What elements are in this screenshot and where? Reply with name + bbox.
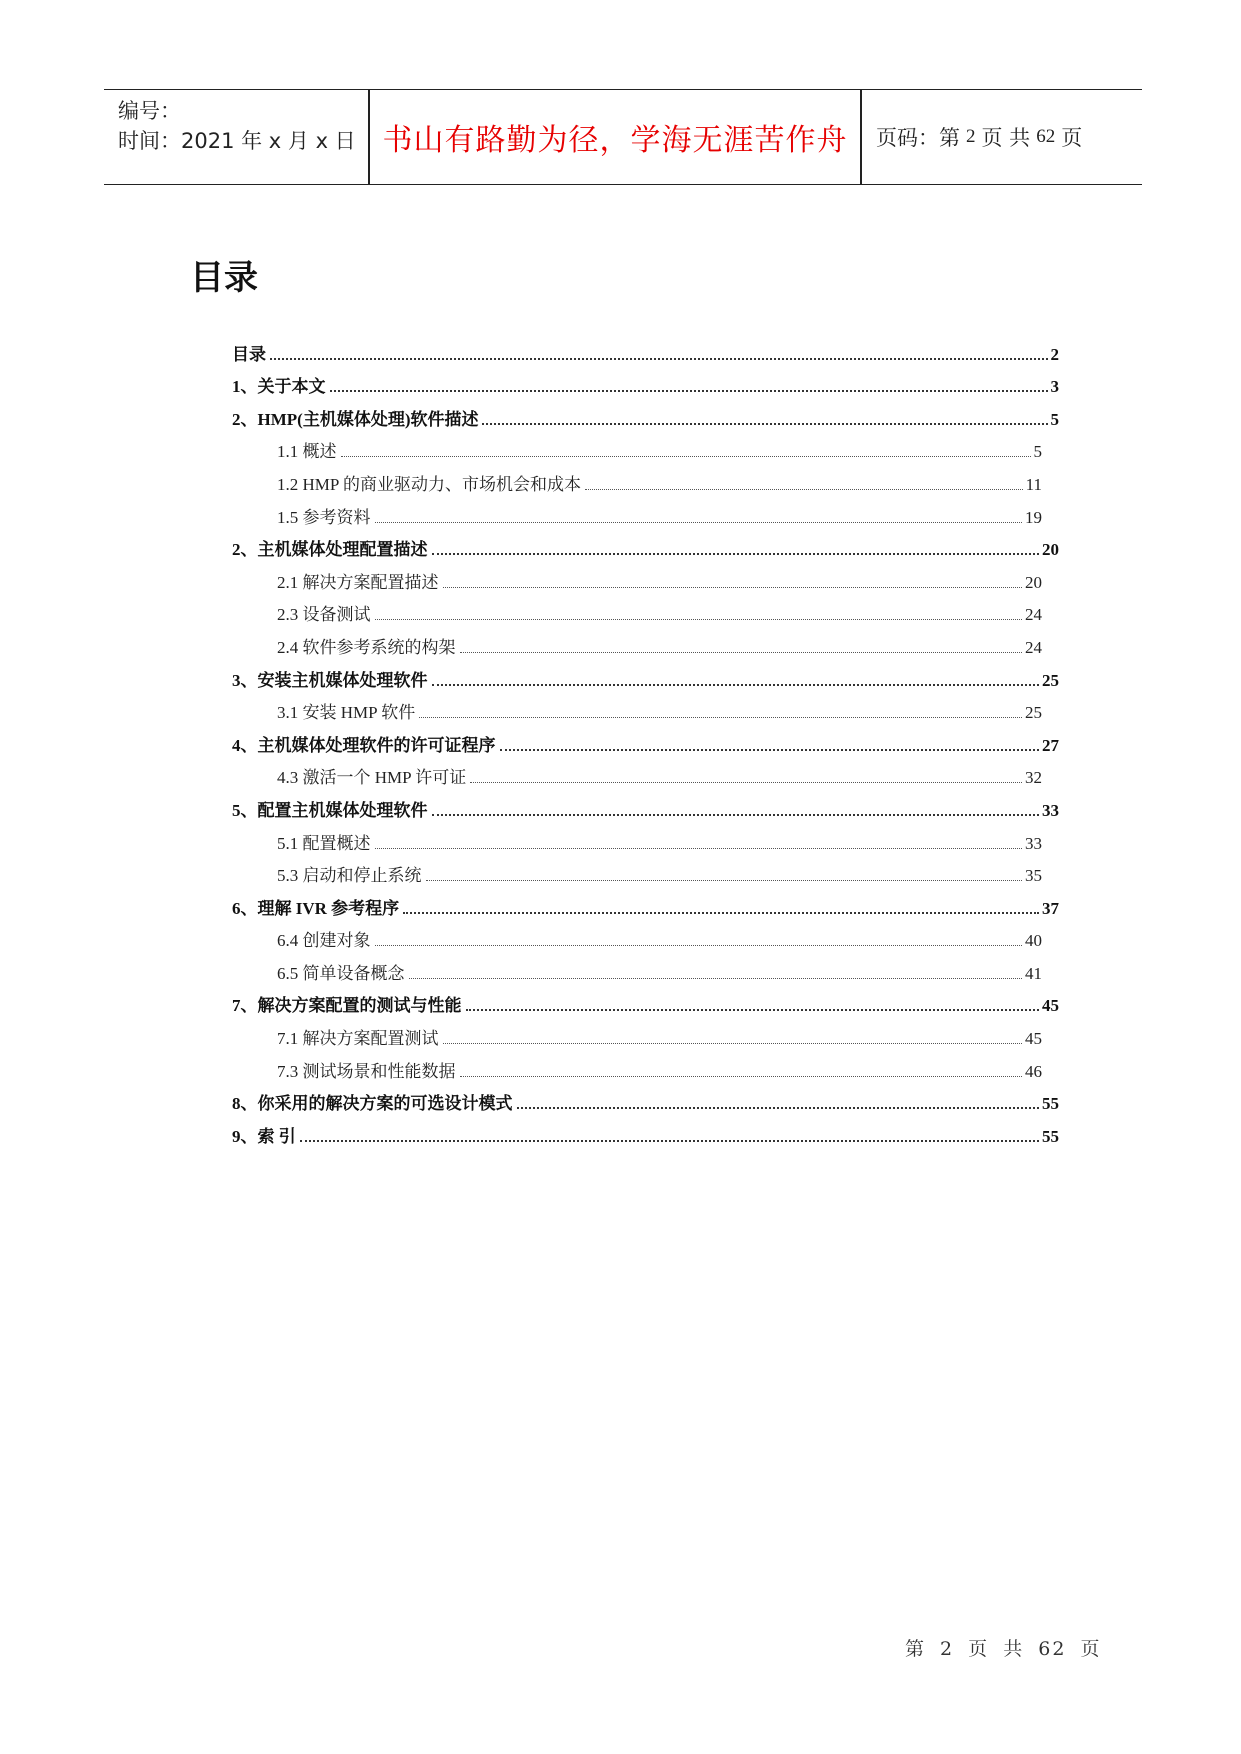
page-header	[104, 89, 1142, 185]
toc-leader-dots	[375, 619, 1023, 620]
page-footer: 第 2 页 共 62 页	[905, 1638, 1102, 1660]
toc-entry-page: 55	[1042, 1126, 1059, 1146]
toc-entry-title: 6、理解 IVR 参考程序	[232, 898, 400, 918]
toc-entry-title: 7.1 解决方案配置测试	[277, 1029, 439, 1049]
page-suffix: 页	[1061, 126, 1083, 150]
toc-entry-page: 2	[1050, 344, 1059, 364]
toc-entry-title: 目录	[232, 344, 266, 364]
toc-entry[interactable]	[232, 332, 1059, 365]
toc-leader-dots	[403, 912, 1039, 914]
toc-leader-dots	[330, 390, 1048, 392]
toc-entry-title: 4.3 激活一个 HMP 许可证	[277, 768, 467, 788]
toc-entry[interactable]	[232, 658, 1059, 691]
toc-entry[interactable]	[232, 1114, 1059, 1147]
toc-entry-title: 6.5 简单设备概念	[277, 963, 405, 983]
toc-entry-page: 11	[1025, 474, 1042, 494]
toc-leader-dots	[443, 1043, 1023, 1044]
toc-entry-page: 5	[1033, 442, 1042, 462]
toc-entry[interactable]	[232, 1049, 1042, 1082]
header-meta	[118, 96, 368, 156]
toc-entry[interactable]	[232, 821, 1042, 854]
toc-entry-page: 55	[1042, 1094, 1059, 1114]
toc-entry[interactable]	[232, 625, 1042, 658]
toc-leader-dots	[500, 749, 1040, 751]
toc-entry-page: 20	[1025, 572, 1042, 592]
toc-leader-dots	[585, 489, 1023, 490]
toc-entry-title: 9、索 引	[232, 1126, 296, 1146]
toc-leader-dots	[375, 848, 1023, 849]
toc-entry-page: 45	[1025, 1029, 1042, 1049]
toc-entry-page: 19	[1025, 507, 1042, 527]
toc-entry[interactable]	[232, 756, 1042, 789]
toc-leader-dots	[375, 945, 1023, 946]
toc-entry-title: 3.1 安装 HMP 软件	[277, 703, 416, 723]
document-code-label: 编号：	[118, 99, 181, 123]
page-number: 2	[966, 126, 976, 147]
toc-entry-title: 1.5 参考资料	[277, 507, 371, 527]
toc-entry-page: 32	[1025, 768, 1042, 788]
toc-entry-title: 1.2 HMP 的商业驱动力、市场机会和成本	[277, 474, 581, 494]
toc-entry[interactable]	[232, 462, 1042, 495]
toc-entry-title: 1、关于本文	[232, 377, 326, 397]
toc-entry[interactable]	[232, 495, 1042, 528]
toc-entry-page: 5	[1050, 409, 1059, 429]
toc-entry[interactable]	[232, 430, 1042, 463]
toc-leader-dots	[443, 587, 1023, 588]
toc-entry[interactable]	[232, 691, 1042, 724]
page-prefix: 页码：第	[876, 126, 960, 150]
toc-entry-page: 25	[1042, 670, 1059, 690]
toc-leader-dots	[341, 456, 1031, 457]
header-page-info	[876, 90, 1082, 184]
toc-entry[interactable]	[232, 788, 1059, 821]
toc-entry[interactable]	[232, 593, 1042, 626]
toc-leader-dots	[460, 652, 1023, 653]
toc-leader-dots	[466, 1009, 1040, 1011]
toc-entry-page: 41	[1025, 963, 1042, 983]
toc-leader-dots	[482, 423, 1047, 425]
toc-entry[interactable]	[232, 528, 1059, 561]
header-divider	[860, 90, 862, 184]
toc-entry-title: 5、配置主机媒体处理软件	[232, 800, 428, 820]
toc-entry-title: 6.4 创建对象	[277, 931, 371, 951]
toc-leader-dots	[300, 1140, 1039, 1142]
toc-entry[interactable]	[232, 854, 1042, 887]
toc-entry[interactable]	[232, 984, 1059, 1017]
toc-entry-title: 1.1 概述	[277, 442, 337, 462]
toc-entry-page: 27	[1042, 735, 1059, 755]
toc-entry-title: 2.4 软件参考系统的构架	[277, 637, 456, 657]
toc-entry[interactable]	[232, 886, 1059, 919]
toc-entry-page: 33	[1025, 833, 1042, 853]
toc-entry-title: 2.1 解决方案配置描述	[277, 572, 439, 592]
toc-entry[interactable]	[232, 1082, 1059, 1115]
toc-entry[interactable]	[232, 365, 1059, 398]
toc-entry-title: 8、你采用的解决方案的可选设计模式	[232, 1094, 513, 1114]
toc-entry-page: 24	[1025, 637, 1042, 657]
toc-entry-title: 4、主机媒体处理软件的许可证程序	[232, 735, 496, 755]
page-mid: 页 共	[981, 126, 1031, 150]
toc-entry-title: 2.3 设备测试	[277, 605, 371, 625]
document-time: 时间：2021 年 x 月 x 日	[118, 129, 356, 153]
table-of-contents	[232, 332, 1059, 1147]
toc-entry[interactable]	[232, 560, 1042, 593]
toc-leader-dots	[432, 814, 1040, 816]
toc-entry-title: 2、主机媒体处理配置描述	[232, 540, 428, 560]
toc-entry-page: 20	[1042, 540, 1059, 560]
page-total: 62	[1036, 126, 1056, 147]
toc-leader-dots	[470, 782, 1022, 783]
toc-entry-page: 40	[1025, 931, 1042, 951]
toc-entry-page: 45	[1042, 996, 1059, 1016]
toc-entry-page: 24	[1025, 605, 1042, 625]
toc-entry-page: 37	[1042, 898, 1059, 918]
toc-entry-title: 7、解决方案配置的测试与性能	[232, 996, 462, 1016]
toc-leader-dots	[517, 1107, 1040, 1109]
toc-entry[interactable]	[232, 723, 1059, 756]
toc-leader-dots	[419, 717, 1022, 718]
toc-entry-page: 3	[1050, 377, 1059, 397]
toc-entry-page: 46	[1025, 1061, 1042, 1081]
toc-leader-dots	[460, 1076, 1023, 1077]
toc-entry-page: 33	[1042, 800, 1059, 820]
toc-entry[interactable]	[232, 1016, 1042, 1049]
toc-entry-title: 7.3 测试场景和性能数据	[277, 1061, 456, 1081]
page-title: 目录	[190, 258, 258, 298]
toc-leader-dots	[375, 522, 1023, 523]
toc-entry-page: 35	[1025, 866, 1042, 886]
toc-entry-title: 3、安装主机媒体处理软件	[232, 670, 428, 690]
header-motto: 书山有路勤为径，学海无涯苦作舟	[382, 123, 848, 158]
toc-entry-page: 25	[1025, 703, 1042, 723]
toc-leader-dots	[432, 684, 1040, 686]
toc-entry-title: 5.3 启动和停止系统	[277, 866, 422, 886]
toc-leader-dots	[426, 880, 1023, 881]
toc-entry[interactable]	[232, 397, 1059, 430]
toc-leader-dots	[432, 553, 1040, 555]
toc-entry[interactable]	[232, 919, 1042, 952]
toc-entry[interactable]	[232, 951, 1042, 984]
toc-entry-title: 5.1 配置概述	[277, 833, 371, 853]
toc-entry-title: 2、HMP(主机媒体处理)软件描述	[232, 409, 479, 429]
toc-leader-dots	[270, 358, 1048, 360]
toc-leader-dots	[409, 978, 1023, 979]
